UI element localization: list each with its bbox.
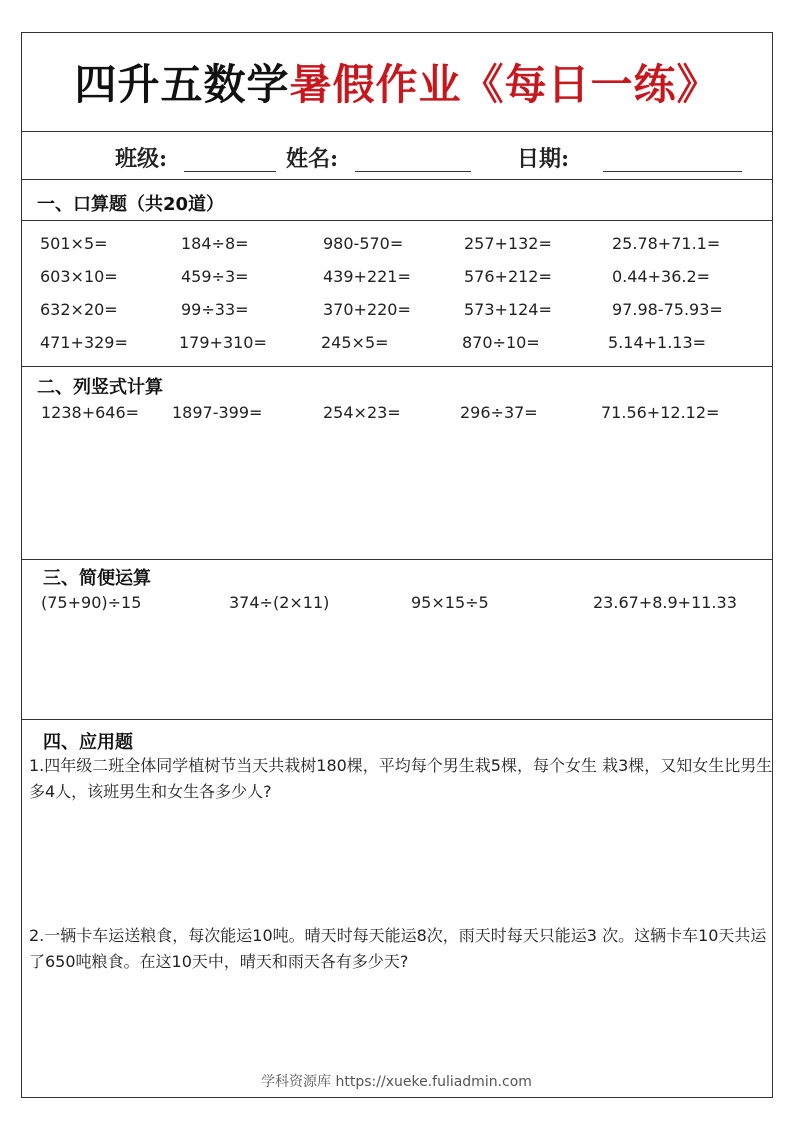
- oral-problem: 0.44+36.2=: [612, 267, 711, 286]
- oral-problem: 439+221=: [323, 267, 411, 286]
- section-simplified-calculation: [22, 560, 772, 720]
- simplify-problem: 95×15÷5: [411, 593, 489, 612]
- oral-problem: 501×5=: [40, 234, 108, 253]
- section-heading: 一、口算题（共20道）: [37, 194, 225, 215]
- word-problem-1: 1.四年级二班全体同学植树节当天共栽树180棵，平均每个男生栽5棵，每个女生 栽3棵，又知女生比男生多4人，该班男生和女生各多少人?: [29, 756, 773, 801]
- oral-problem: 257+132=: [464, 234, 552, 253]
- oral-problem: 471+329=: [40, 333, 128, 352]
- oral-problem: 5.14+1.13=: [608, 333, 707, 352]
- oral-problem: 370+220=: [323, 300, 411, 319]
- oral-problem: 459÷3=: [181, 267, 249, 286]
- vertical-problem: 296÷37=: [460, 403, 538, 422]
- vertical-problem: 1238+646=: [41, 403, 140, 422]
- page-title: [74, 52, 719, 112]
- class-blank[interactable]: [184, 171, 276, 172]
- oral-problem: 179+310=: [179, 333, 267, 352]
- section-word-problems: [22, 720, 772, 1097]
- vertical-problem: 1897-399=: [172, 403, 263, 422]
- word-problem-2: 2.一辆卡车运送粮食，每次能运10吨。晴天时每天能运8次，雨天时每天只能运3 次。这辆卡车10天共运了650吨粮食。在这10天中，晴天和雨天各有多少天?: [29, 926, 767, 971]
- footer-source: 学科资源库 https://xueke.fuliadmin.com: [261, 1074, 532, 1090]
- section-heading: 三、简便运算: [43, 568, 151, 589]
- oral-problem: 980-570=: [323, 234, 404, 253]
- oral-problem: 99÷33=: [181, 300, 249, 319]
- oral-problem: 632×20=: [40, 300, 118, 319]
- oral-problem: 245×5=: [321, 333, 389, 352]
- oral-problem: 25.78+71.1=: [612, 234, 721, 253]
- name-label: 姓名:: [286, 146, 339, 172]
- date-blank[interactable]: [603, 171, 742, 172]
- oral-problem: 870÷10=: [462, 333, 540, 352]
- title-part-red: 暑假作业《每日一练》: [289, 60, 720, 109]
- vertical-problem: 254×23=: [323, 403, 401, 422]
- worksheet: [21, 32, 773, 1098]
- heading-divider: [22, 220, 772, 221]
- oral-problem: 576+212=: [464, 267, 552, 286]
- oral-problem: 603×10=: [40, 267, 118, 286]
- oral-problem: 573+124=: [464, 300, 552, 319]
- simplify-problem: 374÷(2×11): [229, 593, 330, 612]
- class-label: 班级:: [115, 146, 168, 172]
- simplify-problem: 23.67+8.9+11.33: [593, 593, 737, 612]
- section-vertical-calculation: [22, 367, 772, 560]
- name-blank[interactable]: [355, 171, 471, 172]
- simplify-problem: (75+90)÷15: [41, 593, 142, 612]
- section-heading: 四、应用题: [43, 732, 133, 753]
- title-part-black: 四升五数学: [74, 60, 290, 109]
- section-heading: 二、列竖式计算: [37, 377, 163, 398]
- oral-problem: 184÷8=: [181, 234, 249, 253]
- oral-problem: 97.98-75.93=: [612, 300, 723, 319]
- title-row: [22, 33, 772, 132]
- student-info-row: [22, 132, 772, 180]
- vertical-problem: 71.56+12.12=: [601, 403, 720, 422]
- date-label: 日期:: [517, 146, 570, 172]
- section-oral-calculation: [22, 180, 772, 367]
